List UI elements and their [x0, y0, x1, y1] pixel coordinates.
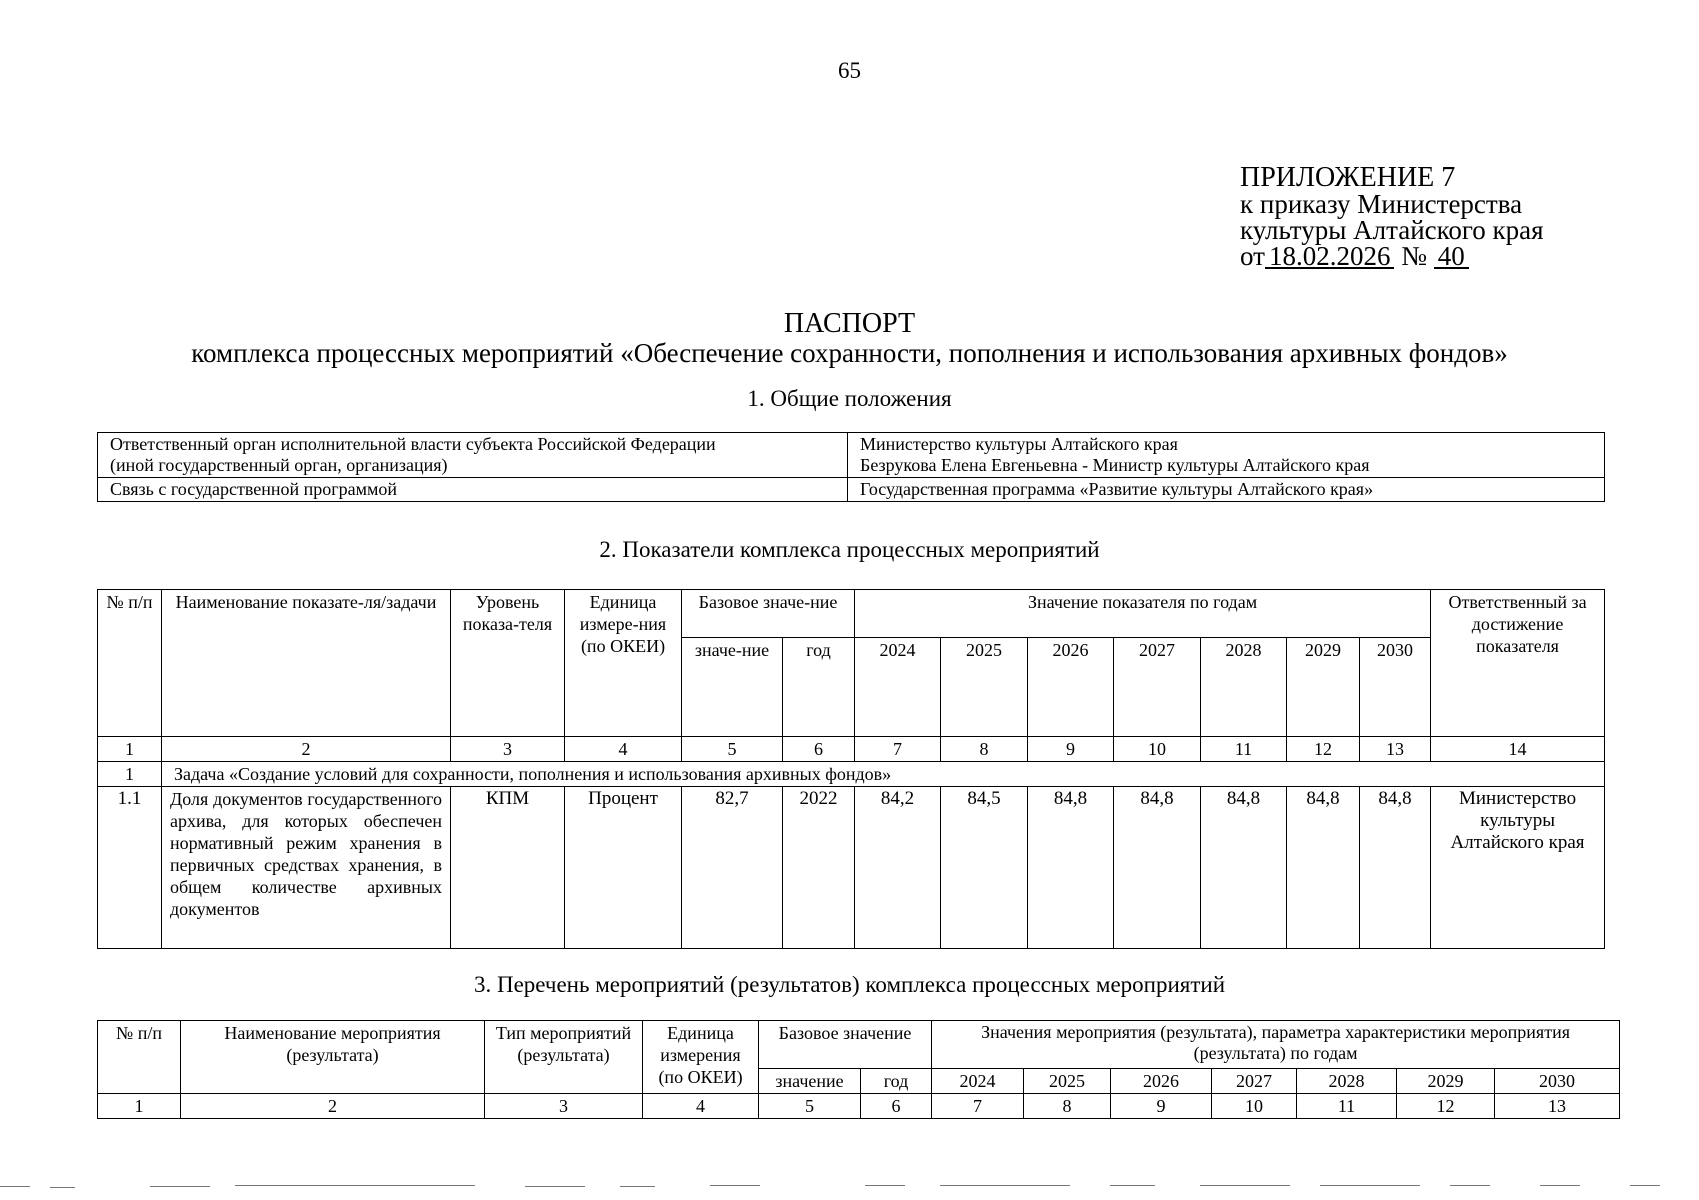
column-number: 4 [643, 1094, 759, 1119]
header-num: № п/п [98, 590, 162, 737]
column-number: 1 [98, 1094, 181, 1119]
header-base-value: значение [759, 1069, 861, 1094]
column-number: 6 [783, 737, 855, 762]
year-value: 84,8 [1028, 787, 1114, 949]
passport-title: ПАСПОРТ [783, 308, 916, 339]
appendix-line-2: культуры Алтайского края [1240, 215, 1544, 245]
order-date: 18.02.2026 [1265, 245, 1395, 269]
scan-artifact [150, 1186, 210, 1187]
table-row [98, 787, 1605, 949]
base-year: 2022 [783, 787, 855, 949]
appendix-line-1: к приказу Министерства [1240, 189, 1523, 219]
header-name: Наименование мероприятия (результата) [181, 1021, 485, 1094]
column-number-row [98, 737, 1605, 762]
indicator-unit: Процент [565, 787, 682, 949]
activities-table [97, 1020, 1620, 1119]
column-number: 3 [451, 737, 565, 762]
table-header-row [98, 590, 1605, 638]
table-row [98, 433, 1605, 478]
year-value: 84,8 [1287, 787, 1360, 949]
general-provisions-table [97, 432, 1605, 502]
year-value: 84,8 [1114, 787, 1201, 949]
header-level: Уровень показа-теля [451, 590, 565, 737]
header-base: Базовое значе-ние [682, 590, 855, 638]
task-row [98, 762, 1605, 787]
column-number: 1 [98, 737, 162, 762]
indicator-name: Доля документов государственного архива, для которых обеспечен нормативный режим хранения в первичных средствах хранения, в общем количестве архивных документов [162, 787, 451, 949]
column-number: 13 [1495, 1094, 1620, 1119]
column-number: 3 [485, 1094, 643, 1119]
task-number: 1 [98, 762, 162, 787]
column-number: 7 [932, 1094, 1024, 1119]
header-year: 2027 [1212, 1069, 1297, 1094]
header-year: 2026 [1028, 638, 1114, 737]
scan-artifact [865, 1185, 905, 1186]
table-header-row [98, 1021, 1620, 1069]
order-number: 40 [1434, 245, 1469, 269]
cell-text: Министерство культуры Алтайского края [860, 434, 1178, 454]
appendix-block [1240, 162, 1544, 271]
year-value: 84,5 [941, 787, 1028, 949]
scan-artifact [525, 1186, 585, 1187]
column-number: 11 [1297, 1094, 1397, 1119]
responsible-body-value [848, 433, 1605, 478]
section-1-heading: 1. Общие положения [747, 386, 952, 411]
indicators-table [97, 589, 1605, 949]
scan-artifact [1110, 1185, 1155, 1186]
appendix-date-line [1240, 243, 1544, 269]
cell-text: Безрукова Елена Евгеньевна - Министр культуры Алтайского края [860, 455, 1370, 475]
header-base-year: год [783, 638, 855, 737]
header-year: 2028 [1201, 638, 1287, 737]
passport-subtitle: комплекса процессных мероприятий «Обеспечение сохранности, пополнения и использования архивных фондов» [191, 338, 1508, 368]
cell-text: (иной государственный орган, организация) [110, 455, 448, 475]
year-value: 84,8 [1360, 787, 1431, 949]
scan-artifact [50, 1187, 75, 1188]
header-type: Тип мероприятий (результата) [485, 1021, 643, 1094]
column-number: 8 [1024, 1094, 1111, 1119]
header-unit: Единица измере-ния (по ОКЕИ) [565, 590, 682, 737]
header-year: 2029 [1287, 638, 1360, 737]
header-responsible: Ответственный за достижение показателя [1431, 590, 1605, 737]
header-base: Базовое значение [759, 1021, 932, 1069]
responsible-body-label [98, 433, 848, 478]
scan-artifact [1450, 1185, 1490, 1186]
header-year: 2030 [1360, 638, 1431, 737]
column-number: 5 [759, 1094, 861, 1119]
header-values-by-year: Значение показателя по годам [855, 590, 1431, 638]
indicator-responsible: Министерство культуры Алтайского края [1431, 787, 1605, 949]
scan-artifact [0, 1186, 30, 1187]
column-number: 2 [181, 1094, 485, 1119]
header-year: 2025 [1024, 1069, 1111, 1094]
column-number: 12 [1397, 1094, 1495, 1119]
header-unit: Единица измерения (по ОКЕИ) [643, 1021, 759, 1094]
header-name: Наименование показате-ля/задачи [162, 590, 451, 737]
column-number: 9 [1028, 737, 1114, 762]
column-number: 4 [565, 737, 682, 762]
column-number: 10 [1212, 1094, 1297, 1119]
row-number: 1.1 [98, 787, 162, 949]
header-year: 2024 [932, 1069, 1024, 1094]
header-num: № п/п [98, 1021, 181, 1094]
number-prefix: № [1401, 241, 1427, 271]
task-text: Задача «Создание условий для сохранности, пополнения и использования архивных фондов» [162, 762, 1605, 787]
scan-artifact [710, 1185, 760, 1186]
column-number: 2 [162, 737, 451, 762]
column-number-row [98, 1094, 1620, 1119]
header-year: 2027 [1114, 638, 1201, 737]
header-year: 2026 [1111, 1069, 1212, 1094]
year-value: 84,8 [1201, 787, 1287, 949]
scan-artifact [1540, 1185, 1580, 1186]
header-values-by-year: Значения мероприятия (результата), параметра характеристики мероприятия (результата) по годам [932, 1021, 1620, 1069]
program-link-value: Государственная программа «Развитие культуры Алтайского края» [848, 478, 1605, 502]
indicator-level: КПМ [451, 787, 565, 949]
header-year: 2025 [941, 638, 1028, 737]
year-value: 84,2 [855, 787, 941, 949]
scan-artifact [235, 1185, 475, 1186]
scan-artifact [1630, 1185, 1660, 1186]
section-2-heading: 2. Показатели комплекса процессных мероприятий [599, 537, 1100, 562]
program-link-label: Связь с государственной программой [98, 478, 848, 502]
column-number: 5 [682, 737, 783, 762]
cell-text: Ответственный орган исполнительной власти субъекта Российской Федерации [110, 434, 716, 454]
header-year: 2028 [1297, 1069, 1397, 1094]
date-prefix: от [1240, 241, 1265, 271]
scan-artifact [1320, 1185, 1420, 1186]
column-number: 9 [1111, 1094, 1212, 1119]
column-number: 14 [1431, 737, 1605, 762]
column-number: 12 [1287, 737, 1360, 762]
column-number: 6 [861, 1094, 932, 1119]
scan-artifact [940, 1185, 1070, 1186]
base-value: 82,7 [682, 787, 783, 949]
column-number: 7 [855, 737, 941, 762]
scan-artifact [620, 1186, 655, 1187]
header-base-value: значе-ние [682, 638, 783, 737]
header-year: 2024 [855, 638, 941, 737]
header-base-year: год [861, 1069, 932, 1094]
section-3-heading: 3. Перечень мероприятий (результатов) комплекса процессных мероприятий [473, 972, 1226, 997]
table-row [98, 478, 1605, 502]
column-number: 8 [941, 737, 1028, 762]
header-year: 2029 [1397, 1069, 1495, 1094]
scan-artifact [1200, 1185, 1290, 1186]
page-number: 65 [838, 58, 861, 83]
appendix-title: ПРИЛОЖЕНИЕ 7 [1240, 162, 1456, 193]
column-number: 11 [1201, 737, 1287, 762]
column-number: 10 [1114, 737, 1201, 762]
column-number: 13 [1360, 737, 1431, 762]
header-year: 2030 [1495, 1069, 1620, 1094]
